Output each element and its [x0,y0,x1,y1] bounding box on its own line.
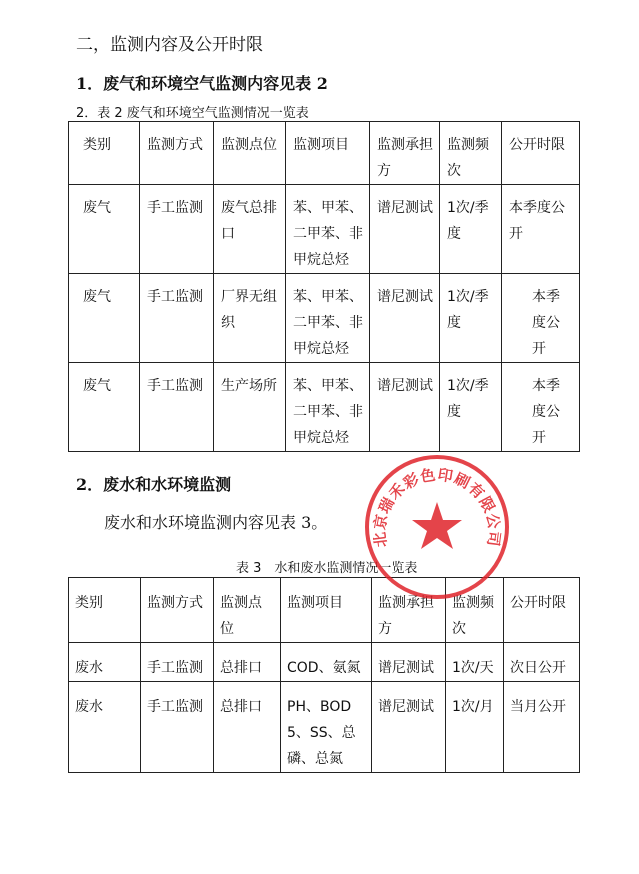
table-cell: 手工监测 [141,682,214,773]
table-row [69,274,580,363]
table-cell: COD、氨氮 [281,643,372,682]
table-cell: 1次/季度 [440,185,502,274]
header-cell: 公开时限 [502,122,580,185]
table-cell: 谱尼测试 [370,363,440,452]
subsection-2-title: 2．废水和水环境监测 [76,475,232,494]
seal-text: 北京瑞禾彩色印刷有限公司 [370,465,504,549]
header-cell: 监测承担方 [370,122,440,185]
table-row [69,643,580,682]
table-cell: 次日公开 [504,643,580,682]
table-cell: 厂界无组织 [214,274,286,363]
header-cell: 监测点位 [214,122,286,185]
seal-star-icon [412,502,462,549]
table-row [69,185,580,274]
table-cell: 本季度公开 [502,274,580,363]
table-cell: 1次/季度 [440,274,502,363]
header-cell: 公开时限 [504,578,580,643]
table-cell: 总排口 [214,643,281,682]
table-header-row [69,122,580,185]
table-cell: 谱尼测试 [370,274,440,363]
table-cell: 废气 [69,363,140,452]
table-cell: 1次/月 [446,682,504,773]
table-3-caption: 表 3 水和废水监测情况一览表 [236,561,418,576]
header-cell: 监测项目 [286,122,370,185]
company-seal-stamp [362,452,512,602]
table-cell: 总排口 [214,682,281,773]
table-cell: 谱尼测试 [372,682,446,773]
table-row [69,682,580,773]
table-cell: 废气 [69,185,140,274]
table-cell: 生产场所 [214,363,286,452]
header-cell: 类别 [69,122,140,185]
header-cell: 监测频次 [440,122,502,185]
table-cell: 苯、甲苯、二甲苯、非甲烷总烃 [286,185,370,274]
table-cell: 废气总排口 [214,185,286,274]
header-cell: 监测方式 [140,122,214,185]
table-cell: 谱尼测试 [372,643,446,682]
table-cell: 废水 [69,682,141,773]
table-cell: 手工监测 [140,363,214,452]
table-cell: 苯、甲苯、二甲苯、非甲烷总烃 [286,363,370,452]
table-cell: 废水 [69,643,141,682]
section-heading: 二，监测内容及公开时限 [76,35,263,55]
table-cell: 1次/季度 [440,363,502,452]
table-row [69,363,580,452]
table-cell: 当月公开 [504,682,580,773]
table-cell: PH、BOD5、SS、总磷、总氮 [281,682,372,773]
table-2-caption: 2．表 2 废气和环境空气监测情况一览表 [76,106,309,121]
header-cell: 监测项目 [281,578,372,643]
table-cell: 谱尼测试 [370,185,440,274]
header-cell: 监测方式 [141,578,214,643]
header-cell: 类别 [69,578,141,643]
table-cell: 废气 [69,274,140,363]
header-cell: 监测点位 [214,578,281,643]
header-cell: 监测频次 [446,578,504,643]
table-cell: 苯、甲苯、二甲苯、非甲烷总烃 [286,274,370,363]
subsection-1-title: 1．废气和环境空气监测内容见表 2 [76,74,328,93]
table-cell: 本季度公开 [502,363,580,452]
table-cell: 本季度公开 [502,185,580,274]
table-2-exhaust-gas [68,121,580,452]
table-cell: 1次/天 [446,643,504,682]
table-3-wastewater [68,577,580,773]
table-cell: 手工监测 [141,643,214,682]
subsection-2-paragraph: 废水和水环境监测内容见表 3。 [104,513,328,532]
table-cell: 手工监测 [140,185,214,274]
table-cell: 手工监测 [140,274,214,363]
header-cell: 监测承担方 [372,578,446,643]
